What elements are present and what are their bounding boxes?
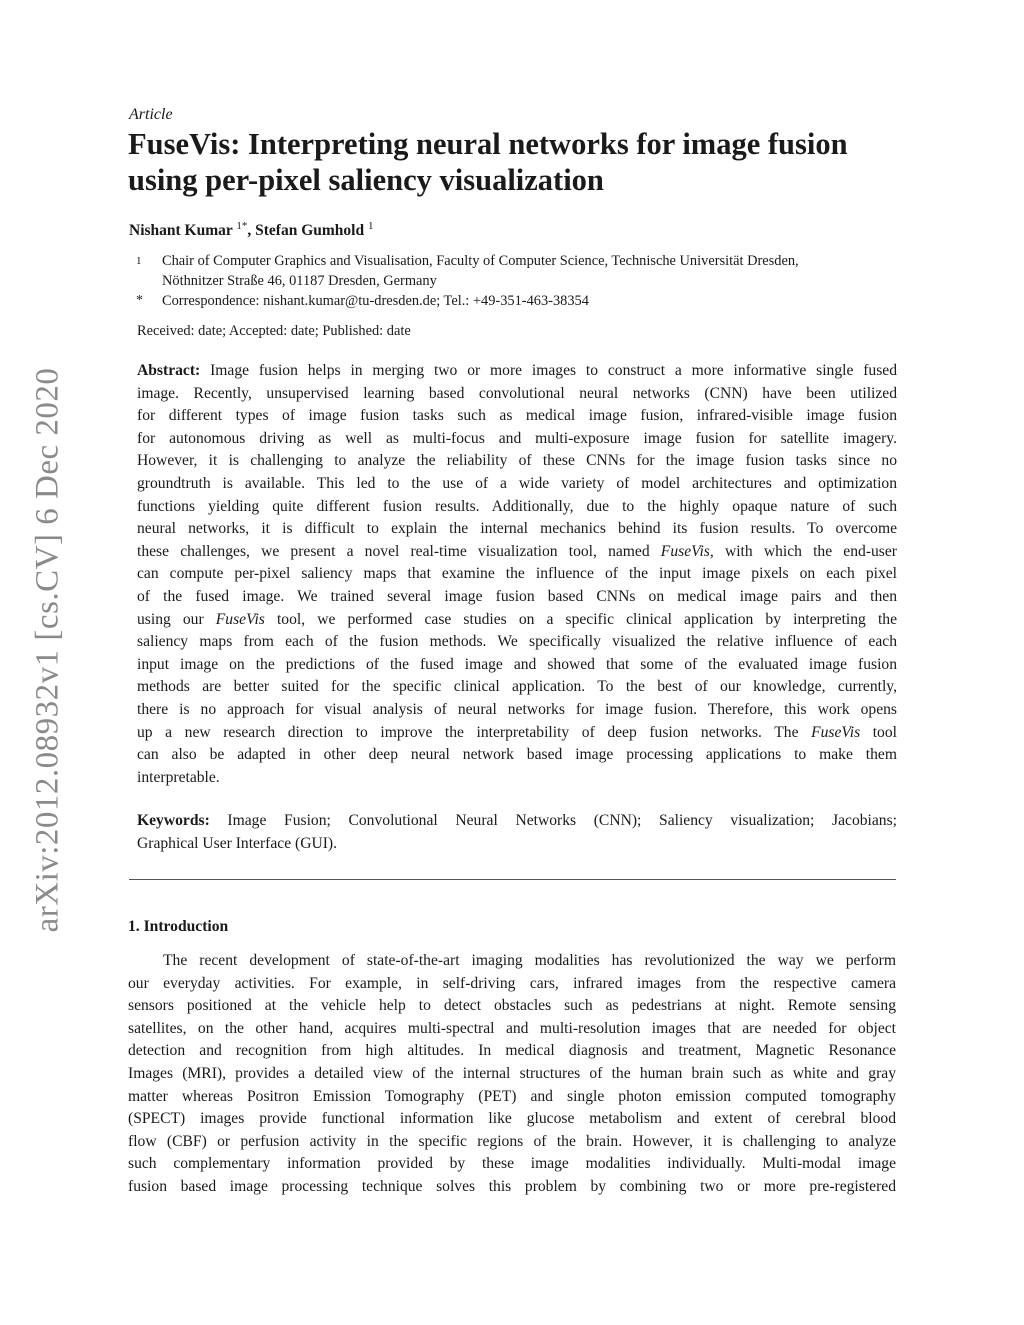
abstract-line: of the fused image. We trained several image fusion based CNNs on medical image pairs and then	[137, 587, 897, 605]
abstract-line: saliency maps from each of the fusion methods. We specifically visualized the relative influence of each	[137, 633, 897, 651]
paragraph-line: such complementary information provided by these image modalities individually. Multi-modal image	[128, 1155, 896, 1173]
abstract-line: for autonomous driving as well as multi-focus and multi-exposure image fusion for satellite imagery.	[137, 429, 897, 447]
correspondence-text: Correspondence: nishant.kumar@tu-dresden.de; Tel.: +49-351-463-38354	[162, 293, 589, 309]
paragraph-line: sensors positioned at the vehicle help to detect obstacles such as pedestrians at night. Remote sensing	[128, 997, 896, 1015]
section-divider	[129, 879, 896, 880]
abstract-line: image. Recently, unsupervised learning based convolutional neural networks (CNN) have been utilized	[137, 384, 897, 402]
abstract-line: groundtruth is available. This led to the use of a wide variety of model architectures and optimization	[137, 474, 897, 492]
affiliation-line: Nöthnitzer Straße 46, 01187 Dresden, Germany	[162, 273, 437, 289]
author-separator: ,	[247, 222, 256, 239]
abstract-line: functions yielding quite different fusion results. Additionally, due to the highly opaque nature of such	[137, 497, 897, 515]
author-name: Stefan Gumhold	[255, 222, 365, 239]
affiliation-entry	[136, 251, 906, 291]
affiliation-line: Chair of Computer Graphics and Visualisation, Faculty of Computer Science, Technische Universität Dresden,	[162, 253, 799, 269]
tool-name: FuseVis	[811, 723, 861, 741]
paragraph-line: The recent development of state-of-the-art imaging modalities has revolutionized the way we perform	[163, 952, 896, 969]
abstract	[137, 360, 897, 789]
abstract-line: using our FuseVis tool, we performed case studies on a specific clinical application by interpreting the	[137, 610, 897, 628]
paragraph-line: satellites, on the other hand, acquires multi-spectral and multi-resolution images that are needed for object	[128, 1019, 896, 1037]
keywords-line: Graphical User Interface (GUI).	[137, 834, 338, 852]
abstract-line: for different types of image fusion tasks such as medical image fusion, infrared-visible image fusion	[137, 407, 897, 425]
tool-name: FuseVis	[660, 542, 710, 560]
keywords-label: Keywords:	[137, 812, 210, 829]
author-name: Nishant Kumar	[129, 222, 233, 239]
abstract-line: Abstract: Image fusion helps in merging two or more images to construct a more informative single fused	[137, 362, 897, 379]
abstract-line: can also be adapted in other deep neural network based image processing applications to make them	[137, 746, 897, 764]
tool-name: FuseVis	[215, 610, 265, 628]
correspondence-entry	[136, 291, 906, 311]
affiliation-number: 1	[136, 255, 142, 267]
keywords	[137, 810, 897, 855]
abstract-line: interpretable.	[137, 768, 220, 786]
paragraph-line: (SPECT) images provide functional information like glucose metabolism and extent of cerebral blood	[128, 1110, 896, 1128]
abstract-line: However, it is challenging to analyze the reliability of these CNNs for the image fusion tasks since no	[137, 452, 897, 470]
affiliations-block	[136, 251, 906, 311]
author-affiliation-mark: 1*	[236, 220, 248, 232]
abstract-line: input image on the predictions of the fused image and showed that some of the evaluated image fusion	[137, 655, 897, 673]
abstract-line: there is no approach for visual analysis of neural networks for image fusion. Therefore, this work opens	[137, 700, 897, 718]
abstract-line: methods are better suited for the specific clinical application. To the best of our knowledge, currently,	[137, 678, 897, 696]
paper-title	[128, 126, 918, 198]
author-list	[129, 220, 373, 240]
correspondence-mark: *	[136, 293, 143, 308]
abstract-label: Abstract:	[137, 362, 201, 379]
paragraph-line: our everyday activities. For example, in self-driving cars, infrared images from the respective camera	[128, 974, 896, 992]
keywords-line: Keywords: Image Fusion; Convolutional Neural Networks (CNN); Saliency visualization; Jacobians;	[137, 812, 897, 829]
arxiv-identifier: arXiv:2012.08932v1 [cs.CV] 6 Dec 2020	[29, 367, 66, 933]
abstract-line: neural networks, it is difficult to explain the internal mechanics behind its fusion results. To overcome	[137, 520, 897, 538]
title-line: FuseVis: Interpreting neural networks for image fusion	[128, 127, 848, 161]
paragraph-line: fusion based image processing technique solves this problem by combining two or more pre-registered	[128, 1177, 896, 1195]
paragraph-line: flow (CBF) or perfusion activity in the specific regions of the brain. However, it is challenging to analyze	[128, 1132, 896, 1150]
paragraph-line: matter whereas Positron Emission Tomography (PET) and single photon emission computed tomography	[128, 1087, 896, 1105]
abstract-line: can compute per-pixel saliency maps that examine the influence of the input image pixels on each pixel	[137, 565, 897, 583]
publication-dates: Received: date; Accepted: date; Published: date	[137, 323, 411, 339]
abstract-line: up a new research direction to improve the interpretability of deep fusion networks. The FuseVis tool	[137, 723, 897, 741]
introduction-paragraph	[128, 950, 896, 1199]
article-type-label: Article	[129, 106, 173, 123]
author-affiliation-mark: 1	[367, 220, 374, 232]
section-heading: 1. Introduction	[128, 918, 229, 935]
abstract-line: these challenges, we present a novel real-time visualization tool, named FuseVis, with which the end-user	[137, 542, 897, 560]
title-line: using per-pixel saliency visualization	[128, 163, 604, 197]
paragraph-line: Images (MRI), provides a detailed view of the internal structures of the human brain such as white and gray	[128, 1064, 896, 1082]
paragraph-line: detection and recognition from high altitudes. In medical diagnosis and treatment, Magnetic Resonance	[128, 1042, 896, 1060]
